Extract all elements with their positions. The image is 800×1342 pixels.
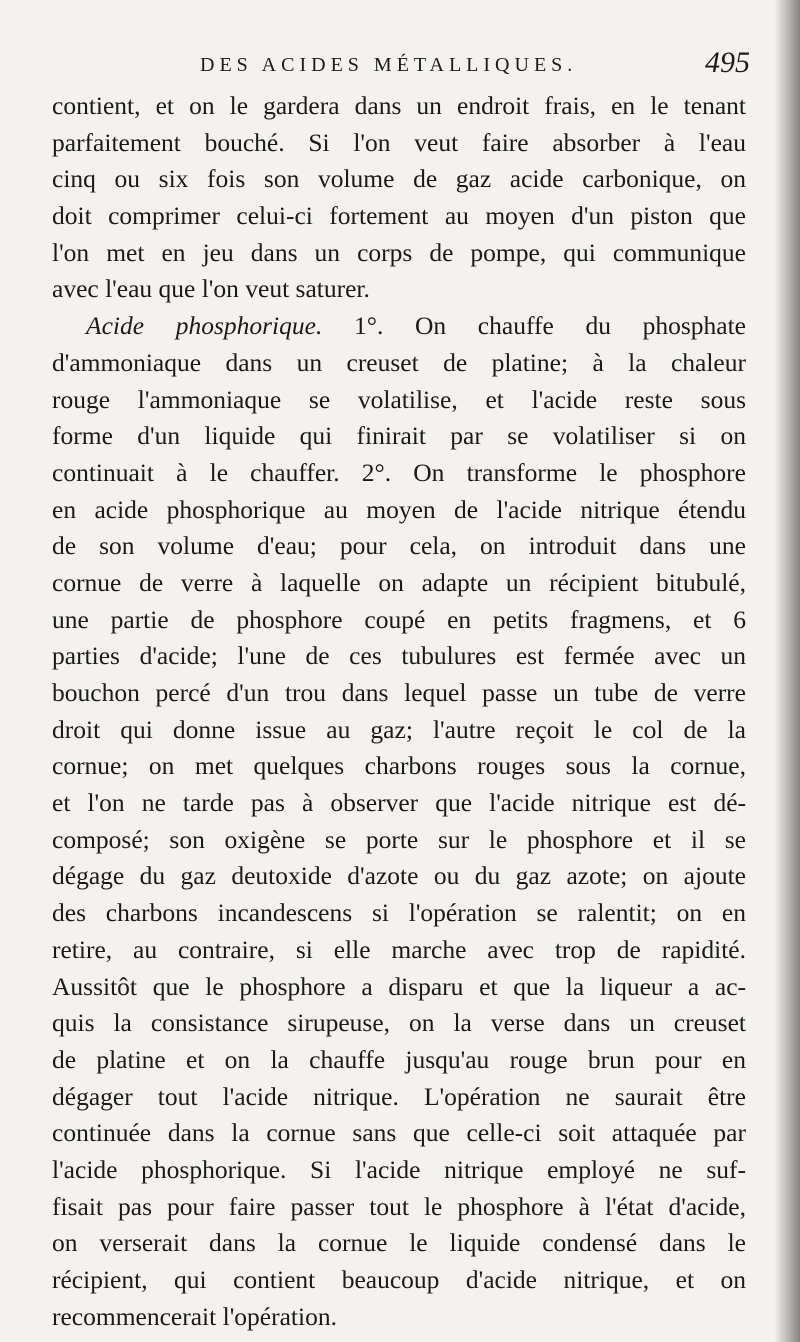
text-line: rouge l'ammoniaque se volatilise, et l'acide reste sous: [52, 384, 746, 414]
text-line: dégage du gaz deutoxide d'azote ou du gaz azote; on ajoute: [52, 861, 746, 891]
section-heading-italic: Acide phosphorique.: [86, 311, 323, 341]
text-line: parties d'acide; l'une de ces tubulures est fermée avec un: [52, 641, 746, 671]
text-line: bouchon percé d'un trou dans lequel passe un tube de verre: [52, 678, 746, 707]
text-line: fisait pas pour faire passer tout le phosphore à l'état d'acide,: [52, 1191, 746, 1221]
text-line: contient, et on le gardera dans un endroit frais, en le tenant: [52, 91, 746, 120]
paragraph-start-line: [52, 308, 746, 345]
text-line: quis la consistance sirupeuse, on la verse dans un creuset: [52, 1008, 746, 1038]
text-line: de son volume d'eau; pour cela, on introduit dans une: [52, 531, 746, 561]
page-number: 495: [705, 46, 750, 79]
text-line: des charbons incandescens si l'opération se ralentit; on en: [52, 898, 746, 928]
text-line: avec l'eau que l'on veut saturer.: [52, 274, 370, 304]
running-head: DES ACIDES MÉTALLIQUES.: [200, 54, 578, 76]
text-line: une partie de phosphore coupé en petits fragmens, et 6: [52, 604, 746, 634]
text-line: en acide phosphorique au moyen de l'acide nitrique étendu: [52, 494, 746, 524]
text-line: composé; son oxigène se porte sur le phosphore et il se: [52, 824, 746, 854]
body-text: [52, 88, 746, 1335]
text-line: de platine et on la chauffe jusqu'au rouge brun pour en: [52, 1044, 746, 1074]
text-fragment: 1°. On chauffe du phosphate: [322, 311, 746, 341]
text-line: retire, au contraire, si elle marche avec trop de rapidité.: [52, 934, 746, 964]
text-line: l'on met en jeu dans un corps de pompe, qui communique: [52, 237, 746, 267]
text-line: cinq ou six fois son volume de gaz acide carbonique, on: [52, 164, 746, 194]
text-line: parfaitement bouché. Si l'on veut faire absorber à l'eau: [52, 127, 746, 157]
text-line: on verserait dans la cornue le liquide condensé dans le: [52, 1228, 746, 1258]
text-line: recommencerait l'opération.: [52, 1301, 337, 1331]
text-line: d'ammoniaque dans un creuset de platine; à la chaleur: [52, 347, 746, 377]
text-line: et l'on ne tarde pas à observer que l'acide nitrique est dé-: [52, 788, 746, 818]
text-line: doit comprimer celui-ci fortement au moyen d'un piston que: [52, 201, 746, 231]
text-line: continuée dans la cornue sans que celle-ci soit attaquée par: [52, 1118, 746, 1148]
text-line: forme d'un liquide qui finirait par se volatiliser si on: [52, 421, 746, 451]
text-line: dégager tout l'acide nitrique. L'opération ne saurait être: [52, 1081, 746, 1111]
text-line: cornue de verre à laquelle on adapte un récipient bitubulé,: [52, 567, 746, 597]
text-line: l'acide phosphorique. Si l'acide nitrique employé ne suf-: [52, 1154, 746, 1184]
text-line: continuait à le chauffer. 2°. On transforme le phosphore: [52, 457, 746, 487]
text-line: Aussitôt que le phosphore a disparu et que la liqueur a ac-: [52, 971, 746, 1001]
page-header: [60, 44, 750, 84]
text-line: cornue; on met quelques charbons rouges sous la cornue,: [52, 751, 746, 781]
text-line: droit qui donne issue au gaz; l'autre reçoit le col de la: [52, 714, 746, 744]
text-line: récipient, qui contient beaucoup d'acide nitrique, et on: [52, 1265, 746, 1294]
